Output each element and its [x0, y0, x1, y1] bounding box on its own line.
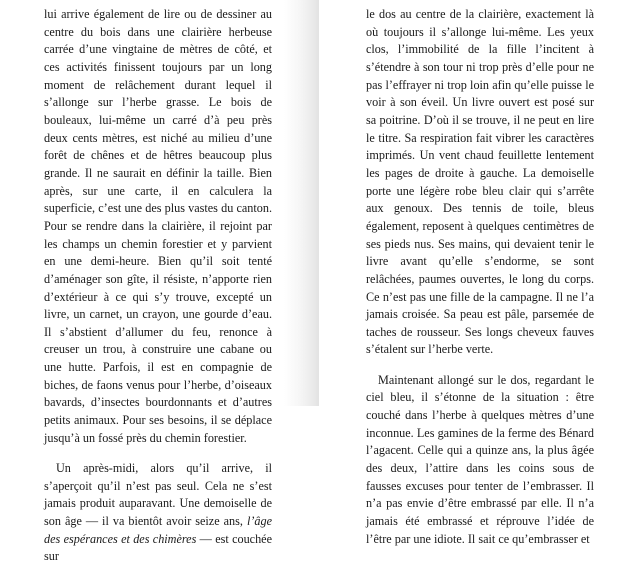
- left-page-text: [44, 6, 272, 566]
- paragraph: [44, 460, 272, 566]
- paragraph-text: — est couchée sur: [44, 531, 272, 564]
- gutter-shadow: [284, 0, 319, 406]
- paragraph: le dos au centre de la clairière, exactement là où toujours il s’allonge lui-même. Les yeux clos, l’immobilité de la fille l’incitent à s’étendre à son tour ni trop près d’elle pour ne pas l’effrayer ni trop loin afin qu’elle puisse le voir à son éveil. Un livre ouvert est posé sur sa poitrine. D’où il se trouve, il ne peut en lire le titre. Sa respiration fait vibrer les caractères imprimés. Un vent chaud feuillette lentement les pages de droite à gauche. La demoiselle porte une légère robe bleu clair qui s’arrête aux genoux. Des tennis de toile, bleus également, reposent à quelques centimètres de ses pieds nus. Ses mains, qui devaient tenir le livre avant qu’elle s’endorme, se sont relâchées, paumes ouvertes, le long du corps. Ce n’est pas une fille de la campagne. Il ne l’a jamais croisée. Sa peau est pâle, parsemée de taches de rousseur. Ses longs cheveux fauves s’étalent sur l’herbe verte.: [366, 7, 594, 357]
- left-page: [0, 0, 320, 564]
- right-page-text: [366, 6, 594, 548]
- right-page: [320, 0, 640, 546]
- italic-phrase: l’âge des espérances et des chimères: [44, 513, 272, 546]
- paragraph: lui arrive également de lire ou de dessiner au centre du bois dans une clairière herbeuse carrée d’une vingtaine de mètres de côté, et ces activités finissent toujours par un long moment de relâchement durant lequel il s’allonge sur l’herbe grasse. Le bois de bouleaux, lui-même un carré d’à peu près deux cents mètres, est niché au milieu d’une forêt de chênes et de hêtres beaucoup plus grande. Il ne saurait en définir la taille. Bien après, sur une carte, il en calculera la superficie, c’est une des plus vastes du canton. Pour se rendre dans la clairière, il rejoint par les champs un chemin forestier et y parvient en une demi-heure. Bien qu’il soit tenté d’aménager son gîte, il résiste, n’apporte rien d’extérieur à ce qui s’y trouve, excepté un livre, un carnet, un crayon, une gourde d’eau. Il s’abstient d’allumer du feu, renonce à creuser un trou, à construire une cabane ou une hutte. Parfois, il est en compagnie de biches, de faons venus pour l’herbe, d’oiseaux bavards, d’insectes bourdonnants et d’autres petits animaux. Pour ses besoins, il se déplace jusqu’à un fossé près du chemin forestier.: [44, 7, 272, 445]
- paragraph-text: Un après-midi, alors qu’il arrive, il s’aperçoit qu’il n’est pas seul. Cela ne s’est jamais produit auparavant. Une demoiselle de son âge — il va bientôt avoir seize ans,: [44, 460, 272, 528]
- paragraph: Maintenant allongé sur le dos, regardant le ciel bleu, il s’étonne de la situation : être couché dans l’herbe à quelques mètres d’une inconnue. Les gamines de la ferme des Bénard l’agacent. Celle qui a quinze ans, la plus âgée des deux, l’attire dans les coins sous de fausses excuses pour tenter de l’embrasser. Il n’a pas envie d’être embrassé par elle. Il n’a jamais été embrassé et réprouve l’idée de l’être par une idiote. Il sait ce qu’embrasser et: [366, 372, 594, 546]
